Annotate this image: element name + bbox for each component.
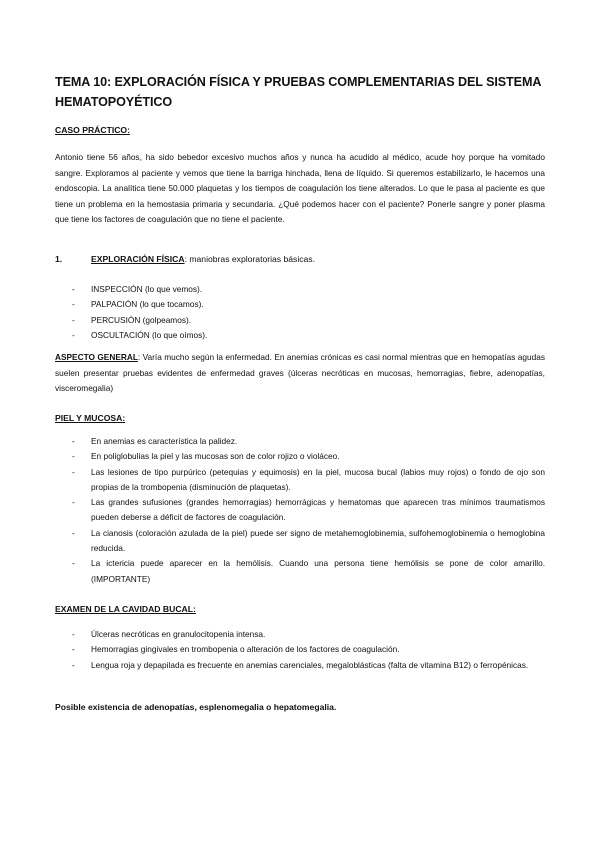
list-item: - La ictericia puede aparecer en la hemólisis. Cuando una persona tiene hemólisis se pone de color amarillo. (IMPORTANTE): [55, 556, 545, 587]
section-number: 1.: [55, 254, 63, 264]
list-item: - Lengua roja y depapilada es frecuente en anemias carenciales, megaloblásticas (falta de vitamina B12) o ferropénicas.: [55, 658, 545, 673]
list-item: - Úlceras necróticas en granulocitopenia intensa.: [55, 627, 545, 642]
list-item: - PERCUSIÓN (golpeamos).: [55, 313, 545, 328]
list-item: - En anemias es característica la palidez.: [55, 434, 545, 449]
final-note: Posible existencia de adenopatías, esplenomegalia o hepatomegalia.: [55, 702, 337, 712]
list-item: - OSCULTACIÓN (lo que oímos).: [55, 328, 545, 343]
mouth-list: [55, 627, 545, 673]
section-label: EXPLORACIÓN FÍSICA: [91, 254, 185, 264]
section-description: : maniobras exploratorias básicas.: [184, 254, 315, 264]
skin-list: [55, 434, 545, 587]
case-heading: CASO PRÁCTICO:: [55, 125, 130, 135]
exploration-list: [55, 282, 545, 343]
mouth-heading: EXAMEN DE LA CAVIDAD BUCAL:: [55, 604, 196, 614]
case-paragraph: Antonio tiene 56 años, ha sido bebedor excesivo muchos años y nunca ha acudido al médico, acude hoy porque ha vomitado sangre. Exploramos al paciente y vemos que tiene la barriga hinchada, llena de líquido. Si queremos estabilizarlo, le hacemos una endoscopia. La analítica tiene 50.000 plaquetas y los tiempos de coagulación los tiene alterados. Lo que le pasa al paciente es que tiene un problema en la hemostasia primaria y secundaria. ¿Qué podemos hacer con el paciente? Ponerle sangre y poner plasma que tiene los factores de coagulación que no tiene el paciente.: [55, 152, 545, 225]
general-aspect-paragraph: [55, 350, 545, 397]
list-item: - INSPECCIÓN (lo que vemos).: [55, 282, 545, 297]
list-item: - La cianosis (coloración azulada de la piel) puede ser signo de metahemoglobinemia, sulfohemoglobinemia o hemoglobina reducida.: [55, 526, 545, 557]
list-item: - En poliglobulias la piel y las mucosas son de color rojizo o violáceo.: [55, 449, 545, 464]
general-aspect-label: ASPECTO GENERAL: [55, 352, 138, 362]
page-title: TEMA 10: EXPLORACIÓN FÍSICA Y PRUEBAS COMPLEMENTARIAS DEL SISTEMA HEMATOPOYÉTICO: [55, 75, 541, 109]
general-aspect-text: : Varía mucho según la enfermedad. En anemias crónicas es casi normal mientras que en hemopatías agudas suelen presentar pruebas evidentes de enfermedad graves (úlceras necróticas en mucosas, hemorragias, fiebre, adenopatías, visceromegalia): [55, 352, 546, 394]
list-item: - Hemorragias gingivales en trombopenia o alteración de los factores de coagulación.: [55, 642, 545, 657]
list-item: - Las lesiones de tipo purpúrico (petequias y equimosis) en la piel, mucosa bucal (labios muy rojos) o fondo de ojo son propias de la trombopenia (disminución de plaquetas).: [55, 465, 545, 496]
section-exploracion-fisica: [55, 254, 315, 264]
skin-heading: PIEL Y MUCOSA:: [55, 413, 126, 423]
list-item: - Las grandes sufusiones (grandes hemorragias) hemorrágicas y hematomas que aparecen tras mínimos traumatismos pueden deberse a déficit de factores de coagulación.: [55, 495, 545, 526]
list-item: - PALPACIÓN (lo que tocamos).: [55, 297, 545, 312]
